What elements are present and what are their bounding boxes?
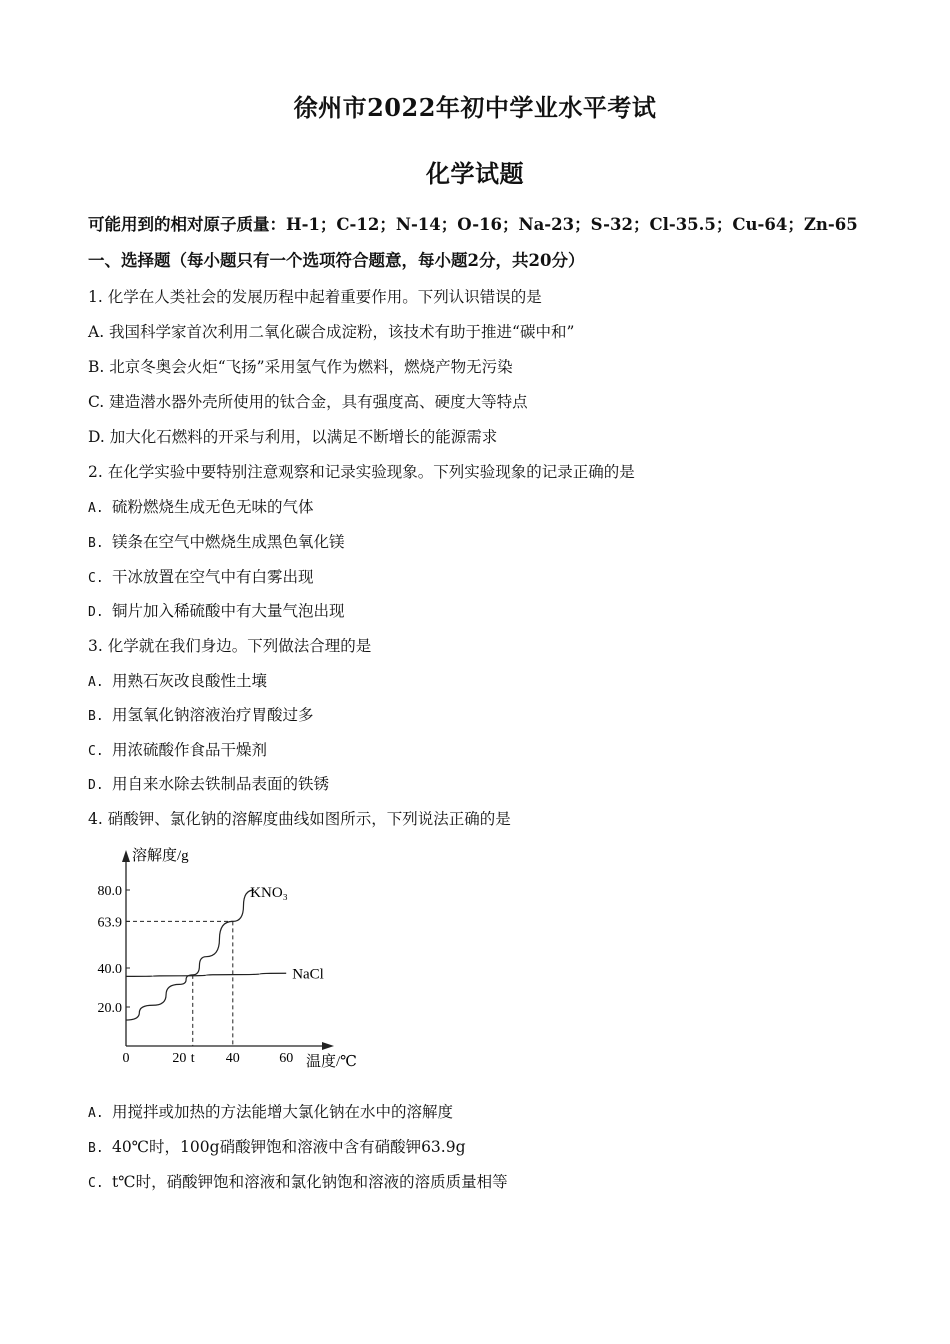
question-4-option-c xyxy=(88,1170,508,1192)
x-axis-arrow xyxy=(322,1042,334,1050)
question-1-stem: 1. 化学在人类社会的发展历程中起着重要作用。下列认识错误的是 xyxy=(88,288,542,306)
question-2-option-d xyxy=(88,599,345,621)
option-text: 用搅拌或加热的方法能增大氯化钠在水中的溶解度 xyxy=(112,1103,454,1121)
option-label: C. xyxy=(88,571,104,586)
option-text: 硫粉燃烧生成无色无味的气体 xyxy=(112,498,314,516)
option-text: 用氢氧化钠溶液治疗胃酸过多 xyxy=(112,706,314,724)
option-label: D. xyxy=(88,605,104,620)
solubility-chart xyxy=(88,840,378,1079)
x-tick-label: 60 xyxy=(279,1051,294,1066)
nacl-curve xyxy=(126,973,286,976)
question-3-stem: 3. 化学就在我们身边。下列做法合理的是 xyxy=(88,637,372,655)
question-4-option-a xyxy=(88,1100,453,1122)
option-text: 用浓硫酸作食品干燥剂 xyxy=(112,741,268,759)
nacl-label: NaCl xyxy=(292,966,324,983)
x-tick-label: 40 xyxy=(225,1051,240,1066)
option-label: C. xyxy=(88,1176,104,1191)
solubility-chart-svg xyxy=(88,840,378,1075)
question-3-option-d xyxy=(88,772,329,794)
y-axis-arrow xyxy=(122,850,130,862)
x-axis-label: 温度/℃ xyxy=(306,1054,357,1070)
question-3-option-c xyxy=(88,738,267,760)
y-tick-label: 20.0 xyxy=(97,1001,122,1016)
option-text: 镁条在空气中燃烧生成黑色氧化镁 xyxy=(112,533,345,551)
question-2-option-a xyxy=(88,495,314,517)
option-text: 铜片加入稀硫酸中有大量气泡出现 xyxy=(112,602,345,620)
kno3-curve xyxy=(126,890,254,1020)
y-tick-label: 63.9 xyxy=(97,915,122,931)
option-label: D. xyxy=(88,778,104,793)
question-1-option-b: B. 北京冬奥会火炬“飞扬”采用氢气作为燃料，燃烧产物无污染 xyxy=(88,358,513,376)
x-tick-label: 20 xyxy=(172,1051,187,1066)
option-label: C. xyxy=(88,744,104,759)
exam-title: 徐州市2022年初中学业水平考试 xyxy=(293,93,657,122)
option-label: B. xyxy=(88,1141,104,1156)
question-4-stem: 4. 硝酸钾、氯化钠的溶解度曲线如图所示，下列说法正确的是 xyxy=(88,810,511,828)
option-label: B. xyxy=(88,709,104,724)
option-label: A. xyxy=(88,675,104,690)
exam-subtitle: 化学试题 xyxy=(426,159,524,188)
option-text: 用熟石灰改良酸性土壤 xyxy=(112,672,268,690)
option-label: A. xyxy=(88,1106,104,1121)
question-3-option-a xyxy=(88,669,267,691)
x-tick-label: t xyxy=(190,1051,195,1066)
atomic-mass-line: 可能用到的相对原子质量：H-1；C-12；N-14；O-16；Na-23；S-32；Cl-35.5；Cu-64；Zn-65 xyxy=(88,215,858,234)
option-text: 干冰放置在空气中有白雾出现 xyxy=(112,568,314,586)
question-2-option-b xyxy=(88,530,345,552)
question-2-option-c xyxy=(88,565,314,587)
y-axis-label: 溶解度/g xyxy=(132,848,189,864)
question-3-option-b xyxy=(88,703,314,725)
x-tick-label: 0 xyxy=(122,1051,130,1066)
option-label: A. xyxy=(88,501,104,516)
question-2-stem: 2. 在化学实验中要特别注意观察和记录实验现象。下列实验现象的记录正确的是 xyxy=(88,463,635,481)
section-heading: 一、选择题（每小题只有一个选项符合题意，每小题2分，共20分） xyxy=(88,251,585,270)
y-tick-label: 40.0 xyxy=(97,962,122,977)
kno3-label: KNO₃ xyxy=(250,885,288,901)
option-text: 用自来水除去铁制品表面的铁锈 xyxy=(112,775,330,793)
question-1-option-a: A. 我国科学家首次利用二氧化碳合成淀粉，该技术有助于推进“碳中和” xyxy=(88,323,575,341)
option-label: B. xyxy=(88,536,104,551)
question-1-option-c: C. 建造潜水器外壳所使用的钛合金，具有强度高、硬度大等特点 xyxy=(88,393,528,411)
question-1-option-d: D. 加大化石燃料的开采与利用，以满足不断增长的能源需求 xyxy=(88,428,498,446)
option-text: 40℃时，100g硝酸钾饱和溶液中含有硝酸钾63.9g xyxy=(112,1138,466,1156)
question-4-option-b xyxy=(88,1135,466,1157)
y-tick-label: 80.0 xyxy=(97,884,122,899)
option-text: t℃时，硝酸钾饱和溶液和氯化钠饱和溶液的溶质质量相等 xyxy=(112,1173,508,1191)
